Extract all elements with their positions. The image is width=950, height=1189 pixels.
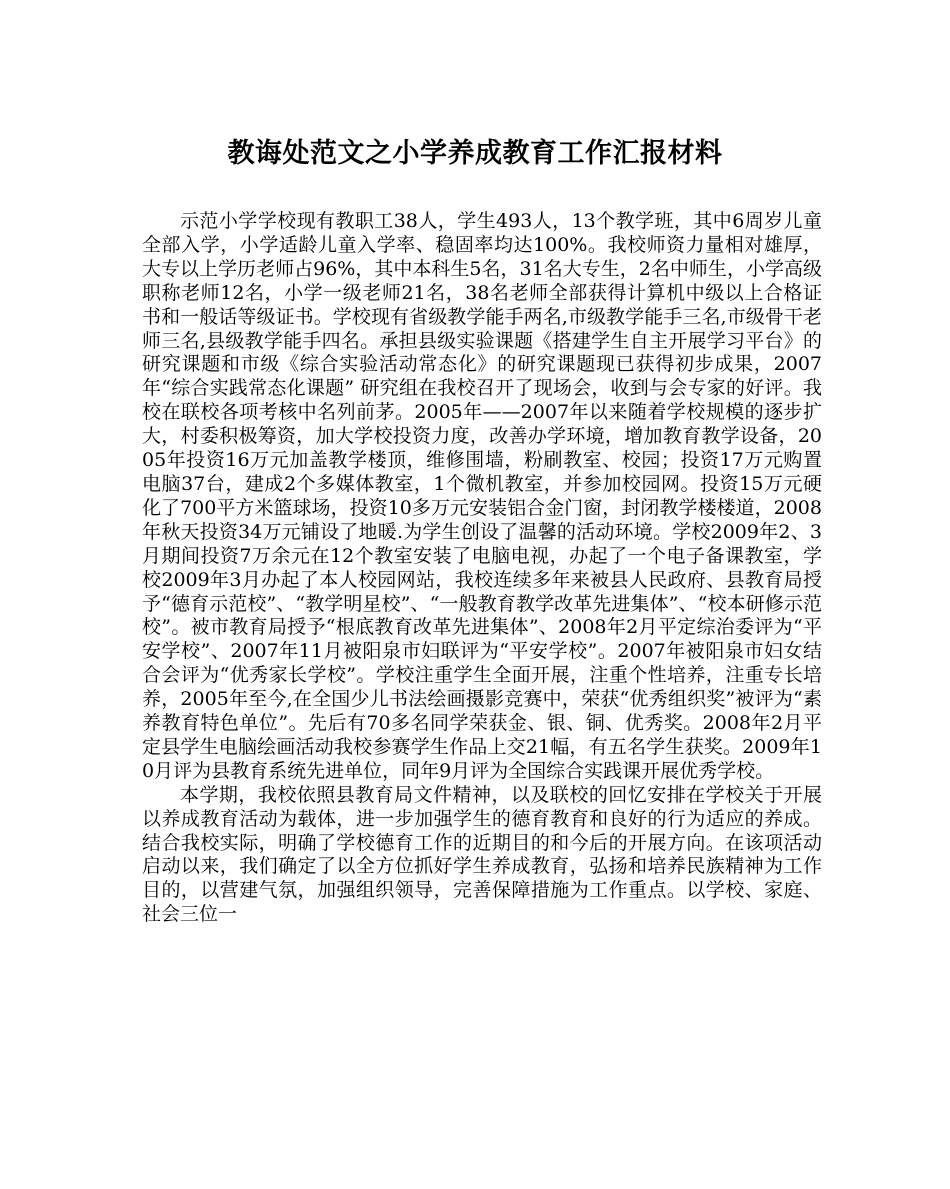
paragraph-semester-work: 本学期，我校依照县教育局文件精神，以及联校的回忆安排在学校关于开展以养成教育活动为载体，进一步加强学生的德育教育和良好的行为适应的养成。结合我校实际，明确了学校德育工作的近期目的和今后的开展方向。在该项活动启动以来，我们确定了以全方位抓好学生养成教育，弘扬和培养民族精神为工作目的，以营建气氛，加强组织领导，完善保障措施为工作重点。以学校、家庭、社会三位一 [142,783,822,926]
paragraph-school-overview: 示范小学学校现有教职工38人，学生493人，13个教学班，其中6周岁儿童全部入学，小学适龄儿童入学率、稳固率均达100%。我校师资力量相对雄厚，大专以上学历老师占96%，其中本科生5名，31名大专生，2名中师生，小学高级职称老师12名，小学一级老师21名，38名老师全部获得计算机中级以上合格证书和一般话等级证书。学校现有省级教学能手两名,市级教学能手三名,市级骨干老师三名,县级教学能手四名。承担县级实验课题《搭建学生自主开展学习平台》的研究课题和市级《综合实验活动常态化》的研究课题现已获得初步成果，2007年“综合实践常态化课题” 研究组在我校召开了现场会，收到与会专家的好评。我校在联校各项考核中名列前茅。2005年——2007年以来随着学校规模的逐步扩大，村委积极筹资，加大学校投资力度，改善办学环境，增加教育教学设备，2005年投资16万元加盖教学楼顶，维修围墙，粉刷教室、校园；投资17万元购置电脑37台，建成2个多媒体教室，1个微机教室，并参加校园网。投资15万元硬化了700平方米篮球场，投资10多万元安装铝合金门窗，封闭教学楼楼道，2008年秋天投资34万元铺设了地暖.为学生创设了温馨的活动环境。学校2009年2、3月期间投资7万余元在12个教室安装了电脑电视，办起了一个电子备课教室，学校2009年3月办起了本人校园网站，我校连续多年来被县人民政府、县教育局授予“德育示范校”、“教学明星校”、“一般教育教学改革先进集体”、“校本研修示范校”。被市教育局授予“根底教育改革先进集体”、2008年2月平定综治委评为“平安学校”、2007年11月被阳泉市妇联评为“平安学校”。2007年被阳泉市妇女结合会评为“优秀家长学校”。学校注重学生全面开展，注重个性培养，注重专长培养，2005年至今,在全国少儿书法绘画摄影竞赛中，荣获“优秀组织奖”被评为“素养教育特色单位”。先后有70多名同学荣获金、银、铜、优秀奖。2008年2月平定县学生电脑绘画活动我校参赛学生作品上交21幅，有五名学生获奖。2009年10月评为县教育系统先进单位，同年9月评为全国综合实践课开展优秀学校。 [142,210,822,782]
document-body [142,210,822,927]
document-title: 教诲处范文之小学养成教育工作汇报材料 [227,138,723,169]
